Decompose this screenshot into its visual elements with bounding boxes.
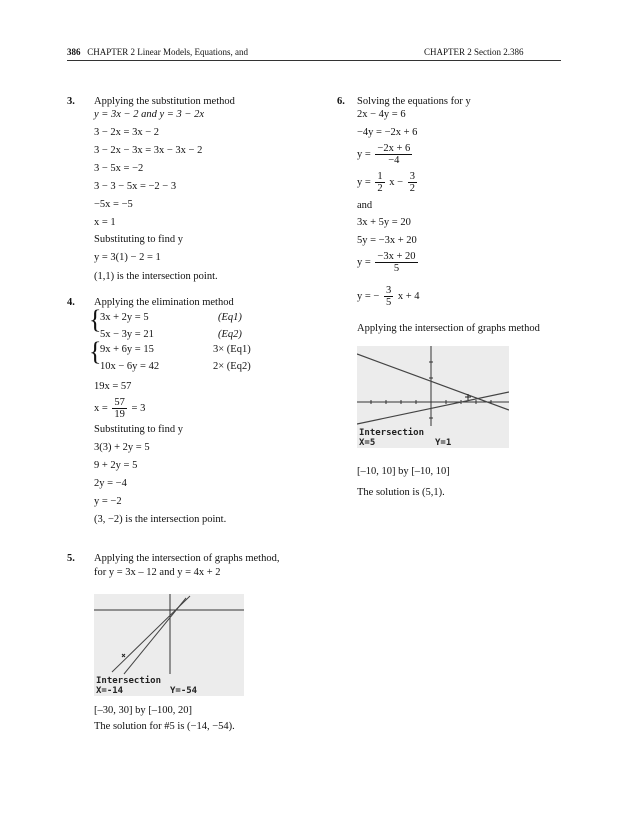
p4-line: y = −2 [94, 496, 122, 507]
p6-and: and [357, 200, 373, 211]
calc-x: X=5 [359, 438, 376, 448]
p4-eq1-tag: (Eq1) [218, 312, 242, 323]
header-right: CHAPTER 2 Section 2.386 [424, 47, 524, 57]
fraction [384, 285, 393, 308]
denominator: 2 [377, 183, 383, 194]
p4-eq3: 9x + 6y = 15 [100, 344, 154, 355]
p6-line: 5y = −3x + 20 [357, 235, 417, 246]
p4-eq2-tag: (Eq2) [218, 329, 242, 340]
fraction [375, 143, 412, 166]
problem-5-number: 5. [67, 553, 75, 564]
frac-lhs: x = [94, 402, 108, 414]
p3-line: y = 3(1) − 2 = 1 [94, 252, 161, 263]
p3-line: Substituting to find y [94, 234, 183, 245]
fraction [375, 171, 384, 194]
header-left [67, 47, 248, 57]
numerator: −3x + 20 [377, 251, 416, 262]
frac-lhs: y = − [357, 290, 380, 302]
numerator: 57 [114, 397, 125, 408]
calc-label: Intersection [359, 428, 425, 438]
p4-eq4: 10x − 6y = 42 [100, 361, 160, 372]
denominator: 19 [114, 409, 125, 420]
calculator-screen-p6 [357, 346, 509, 448]
numerator: −2x + 6 [377, 143, 411, 154]
p3-line: x = 1 [94, 217, 116, 228]
denominator: 5 [393, 263, 400, 274]
problem-6-title: Solving the equations for y [357, 96, 471, 107]
denominator: 5 [385, 297, 392, 308]
calc-y: Y=1 [435, 438, 452, 448]
frac-lhs: y = [357, 176, 371, 188]
problem-5-subtitle: for y = 3x – 12 and y = 4x + 2 [94, 567, 221, 578]
frac-mid: x − [389, 176, 404, 188]
p6-fraction [357, 251, 420, 274]
p6-fraction [357, 171, 419, 194]
frac-lhs: y = [357, 148, 371, 160]
p6-fraction [357, 143, 414, 166]
problem-6-number: 6. [337, 96, 345, 107]
system-brace: { [89, 337, 102, 366]
problem-4-title: Applying the elimination method [94, 297, 234, 308]
numerator: 3 [385, 285, 392, 296]
graph-p5 [94, 594, 244, 696]
numerator: 1 [377, 171, 383, 182]
p4-line: Substituting to find y [94, 424, 183, 435]
line-y-1-2x-3-2 [357, 392, 509, 424]
problem-3-number: 3. [67, 96, 75, 107]
frac-rhs: x + 4 [397, 290, 420, 302]
p3-line: y = 3x − 2 and y = 3 − 2x [94, 109, 204, 120]
fraction [112, 397, 127, 420]
calc-y: Y=-54 [170, 686, 198, 696]
problem-4-number: 4. [67, 297, 75, 308]
p4-line: 2y = −4 [94, 478, 127, 489]
p4-line: (3, −2) is the intersection point. [94, 514, 227, 525]
intersection-cursor [465, 394, 471, 400]
p4-eq2: 5x − 3y = 21 [100, 329, 154, 340]
calc-x: X=-14 [96, 686, 124, 696]
p4-eq1: 3x + 2y = 5 [100, 312, 149, 323]
p3-line: −5x = −5 [94, 199, 133, 210]
problem-5-title: Applying the intersection of graphs method, [94, 553, 280, 564]
numerator: 3 [409, 171, 415, 182]
p6-line: −4y = −2x + 6 [357, 127, 418, 138]
frac-lhs: y = [357, 256, 371, 268]
p3-line: 3 − 2x − 3x = 3x − 3x − 2 [94, 145, 203, 156]
p3-line: 3 − 5x = −2 [94, 163, 144, 174]
intersection-cursor [122, 654, 125, 657]
p3-line: (1,1) is the intersection point. [94, 271, 218, 282]
line-y-4x-2 [124, 598, 186, 674]
p4-fraction [94, 397, 145, 420]
p4-line: 19x = 57 [94, 381, 132, 392]
p6-line: 2x − 4y = 6 [357, 109, 406, 120]
system-brace: { [89, 305, 102, 334]
calculator-screen-p5 [94, 594, 244, 696]
p4-line: 9 + 2y = 5 [94, 460, 138, 471]
p4-eq4-tag: 2× (Eq2) [213, 361, 251, 372]
page-number: 386 [67, 47, 81, 57]
fraction [375, 251, 417, 274]
p6-line: 3x + 5y = 20 [357, 217, 411, 228]
p4-line: 3(3) + 2y = 5 [94, 442, 150, 453]
p6-window: [–10, 10] by [–10, 10] [357, 466, 450, 477]
chapter-title: CHAPTER 2 Linear Models, Equations, and [87, 47, 248, 57]
p4-eq3-tag: 3× (Eq1) [213, 344, 251, 355]
p6-fraction [357, 285, 420, 308]
problem-3-title: Applying the substitution method [94, 96, 235, 107]
fraction [408, 171, 417, 194]
denominator: −4 [388, 155, 400, 166]
denominator: 2 [409, 183, 415, 194]
graph-p6 [357, 346, 509, 448]
p3-line: 3 − 2x = 3x − 2 [94, 127, 160, 138]
calc-label: Intersection [96, 676, 162, 686]
p6-solution: The solution is (5,1). [357, 487, 445, 498]
p3-line: 3 − 3 − 5x = −2 − 3 [94, 181, 177, 192]
frac-rhs: = 3 [131, 402, 146, 414]
p6-method: Applying the intersection of graphs method [357, 323, 540, 334]
p5-solution: The solution for #5 is (−14, −54). [94, 721, 235, 732]
header-rule [67, 60, 561, 61]
p5-window: [–30, 30] by [–100, 20] [94, 705, 192, 716]
